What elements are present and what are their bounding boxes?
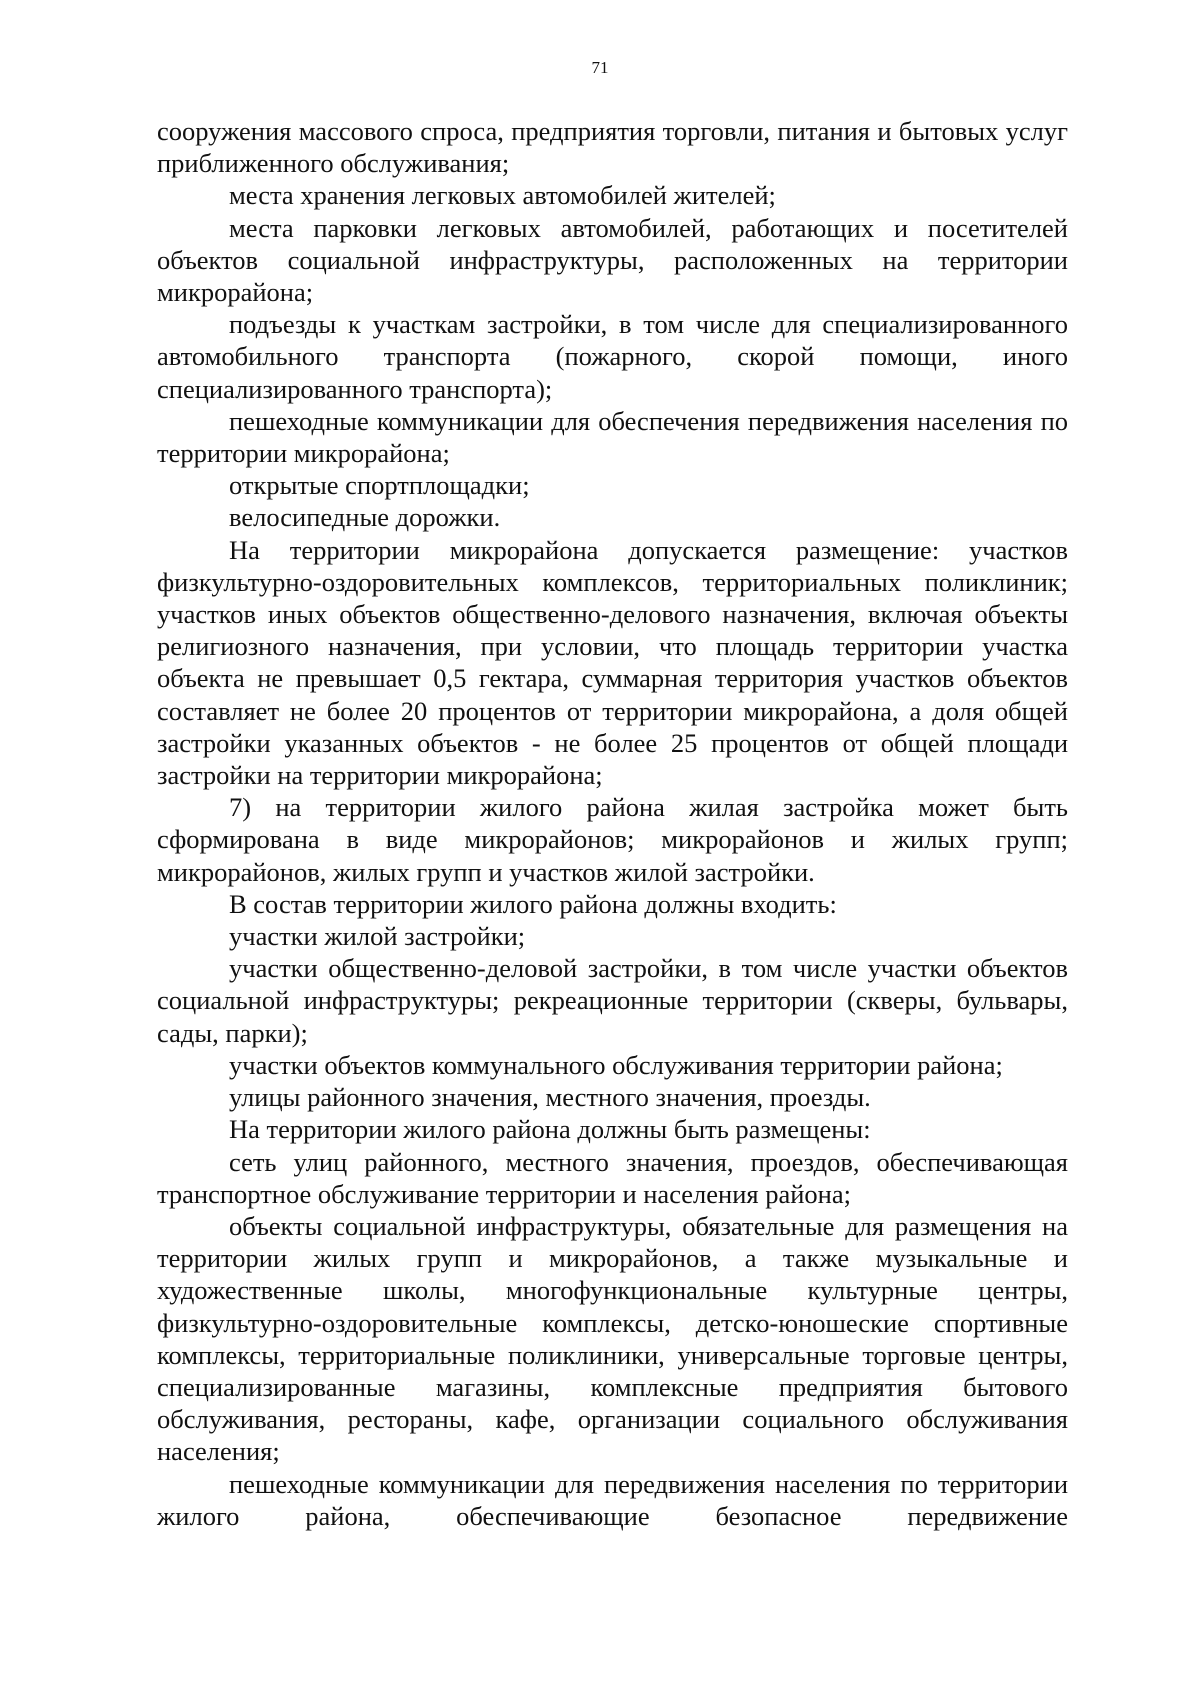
paragraph: пешеходные коммуникации для обеспечения передвижения населения по территории микрорайона; <box>157 405 1068 469</box>
paragraph: На территории микрорайона допускается размещение: участков физкультурно-оздоровительных комплексов, территориальных поликлиник; участков иных объектов общественно-делового назначения, включая объекты религиозного назначения, при условии, что площадь территории участка объекта не превышает 0,5 гектара, суммарная территория участков объектов составляет не более 20 процентов от территории микрорайона, а доля общей застройки указанных объектов - не более 25 процентов от общей площади застройки на территории микрорайона; <box>157 534 1068 791</box>
paragraph: сооружения массового спроса, предприятия торговли, питания и бытовых услуг приближенного обслуживания; <box>157 116 1068 179</box>
paragraph: 7) на территории жилого района жилая застройка может быть сформирована в виде микрорайонов; микрорайонов и жилых групп; микрорайонов, жилых групп и участков жилой застройки. <box>157 792 1068 887</box>
paragraph: открытые спортплощадки; <box>229 470 530 501</box>
page-number: 71 <box>591 58 609 77</box>
paragraph: пешеходные коммуникации для передвижения населения по территории жилого района, обеспечивающие безопасное передвижение <box>157 1468 1068 1531</box>
paragraph: места хранения легковых автомобилей жителей; <box>229 180 776 211</box>
paragraph: объекты социальной инфраструктуры, обязательные для размещения на территории жилых групп и микрорайонов, а также музыкальные и художественные школы, многофункциональные культурные центры, физкультурно-оздоровительные комплексы, детско-юношеские спортивные комплексы, территориальные поликлиники, универсальные торговые центры, специализированные магазины, комплексные предприятия бытового обслуживания, рестораны, кафе, организации социального обслуживания населения; <box>157 1210 1068 1467</box>
paragraph: велосипедные дорожки. <box>229 502 501 533</box>
paragraph: улицы районного значения, местного значения, проезды. <box>229 1082 871 1113</box>
paragraph: подъезды к участкам застройки, в том числе для специализированного автомобильного транспорта (пожарного, скорой помощи, иного специализированного транспорта); <box>157 309 1068 404</box>
paragraph: На территории жилого района должны быть размещены: <box>229 1114 871 1145</box>
paragraph: участки объектов коммунального обслуживания территории района; <box>229 1049 1003 1080</box>
paragraph: сеть улиц районного, местного значения, проездов, обеспечивающая транспортное обслуживание территории и населения района; <box>157 1146 1068 1209</box>
paragraph: В состав территории жилого района должны входить: <box>229 888 837 919</box>
paragraph: участки общественно-деловой застройки, в том числе участки объектов социальной инфраструктуры; рекреационные территории (скверы, бульвары, сады, парки); <box>157 953 1068 1048</box>
document-body <box>157 115 1068 1532</box>
paragraph: места парковки легковых автомобилей, работающих и посетителей объектов социальной инфраструктуры, расположенных на территории микрорайона; <box>157 212 1068 308</box>
paragraph: участки жилой застройки; <box>229 921 526 952</box>
